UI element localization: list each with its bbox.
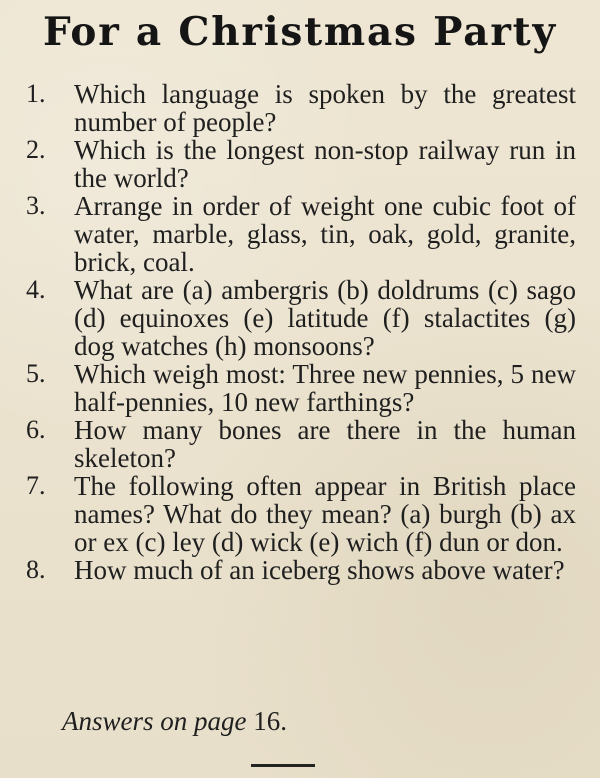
question-number: 1.	[26, 79, 46, 108]
question-list	[26, 80, 576, 584]
question-item-6	[26, 416, 576, 472]
question-item-4	[26, 276, 576, 360]
question-number: 7.	[26, 471, 46, 500]
question-number: 5.	[26, 359, 46, 388]
question-item-5	[26, 360, 576, 416]
question-text: Arrange in order of weight one cubic foot of water, marble, glass, tin, oak, gold, granite, brick, coal.	[74, 191, 576, 277]
question-number: 3.	[26, 191, 46, 220]
page-title: For a Christmas Party	[43, 9, 557, 55]
question-number: 6.	[26, 415, 46, 444]
answers-note	[62, 707, 287, 735]
question-item-3	[26, 192, 576, 276]
question-text: Which weigh most: Three new pennies, 5 new half-pennies, 10 new farthings?	[74, 359, 576, 417]
question-item-8	[26, 556, 576, 584]
question-number: 4.	[26, 275, 46, 304]
question-item-1	[26, 80, 576, 136]
answers-page-number: 16.	[253, 706, 287, 736]
question-text: Which language is spoken by the greatest number of people?	[74, 79, 576, 137]
question-number: 8.	[26, 555, 46, 584]
question-item-7	[26, 472, 576, 556]
question-text: The following often appear in British place names? What do they mean? (a) burgh (b) ax or ex (c) ley (d) wick (e) wich (f) dun or don.	[74, 471, 576, 557]
footer-rule	[251, 764, 315, 767]
question-text: How many bones are there in the human skeleton?	[74, 415, 576, 473]
question-item-2	[26, 136, 576, 192]
question-text: How much of an iceberg shows above water?	[74, 555, 565, 585]
answers-prefix: Answers on page	[62, 706, 247, 736]
question-text: What are (a) ambergris (b) doldrums (c) sago (d) equinoxes (e) latitude (f) stalactites (g) dog watches (h) monsoons?	[74, 275, 576, 361]
question-text: Which is the longest non-stop railway run in the world?	[74, 135, 576, 193]
question-number: 2.	[26, 135, 46, 164]
